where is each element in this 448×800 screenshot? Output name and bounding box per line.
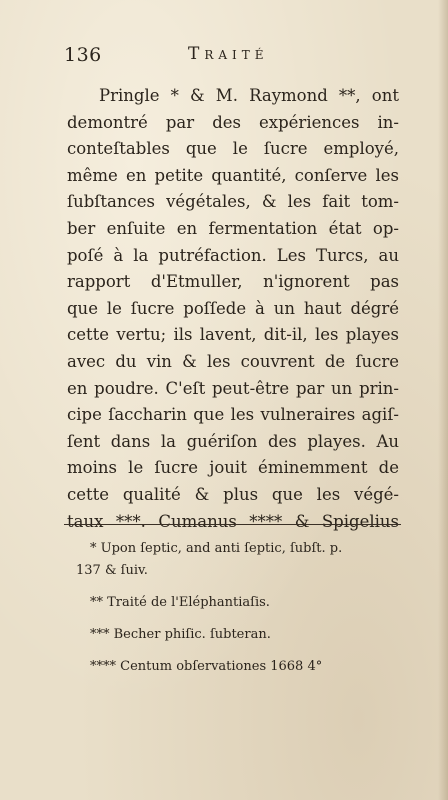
footnote-2: ** Traité de l'Eléphantiaſis. (90, 595, 270, 610)
body-line: moins le ſucre jouit éminemment de (67, 458, 399, 478)
body-line: même en petite quantité, conſerve les (67, 165, 399, 185)
footnote-4: **** Centum obſervationes 1668 4° (90, 659, 323, 674)
running-head: Traité (188, 44, 269, 64)
footnote-1-continued: 137 & ſuiv. (76, 563, 148, 578)
page-header (64, 44, 404, 70)
body-line: conteſtables que le ſucre employé, (67, 139, 399, 159)
body-line: ſubſtances végétales, & les fait tom- (67, 192, 399, 212)
body-line: taux ***. Cumanus **** & Spigelius (67, 511, 399, 531)
footnotes (76, 538, 400, 678)
footnote-divider (64, 524, 401, 525)
body-line: demontré par des expériences in- (67, 112, 399, 132)
body-line: que le ſucre poſſede à un haut dégré (67, 298, 399, 318)
body-line: cette qualité & plus que les végé- (67, 484, 399, 504)
footnote-1: * Upon ſeptic, and anti ſeptic, ſubſt. p. (90, 541, 343, 556)
body-line: Pringle * & M. Raymond **, ont (99, 86, 399, 105)
body-text (67, 83, 399, 535)
body-line: poſé à la putréfaction. Les Turcs, au (67, 245, 399, 265)
body-line: cipe ſaccharin que les vulneraires agiſ- (67, 405, 399, 425)
body-line: cette vertu; ils lavent, dit-il, les playes (67, 325, 399, 345)
body-line: avec du vin & les couvrent de ſucre (67, 351, 399, 371)
body-line: en poudre. C'eſt peut-être par un prin- (67, 378, 399, 398)
page-number: 136 (64, 44, 102, 66)
footnote-3: *** Becher phiſic. ſubteran. (90, 627, 271, 642)
body-line: ſent dans la guériſon des playes. Au (67, 431, 399, 451)
body-line: ber enſuite en fermentation état op- (67, 218, 399, 238)
body-line: rapport d'Etmuller, n'ignorent pas (67, 272, 399, 292)
